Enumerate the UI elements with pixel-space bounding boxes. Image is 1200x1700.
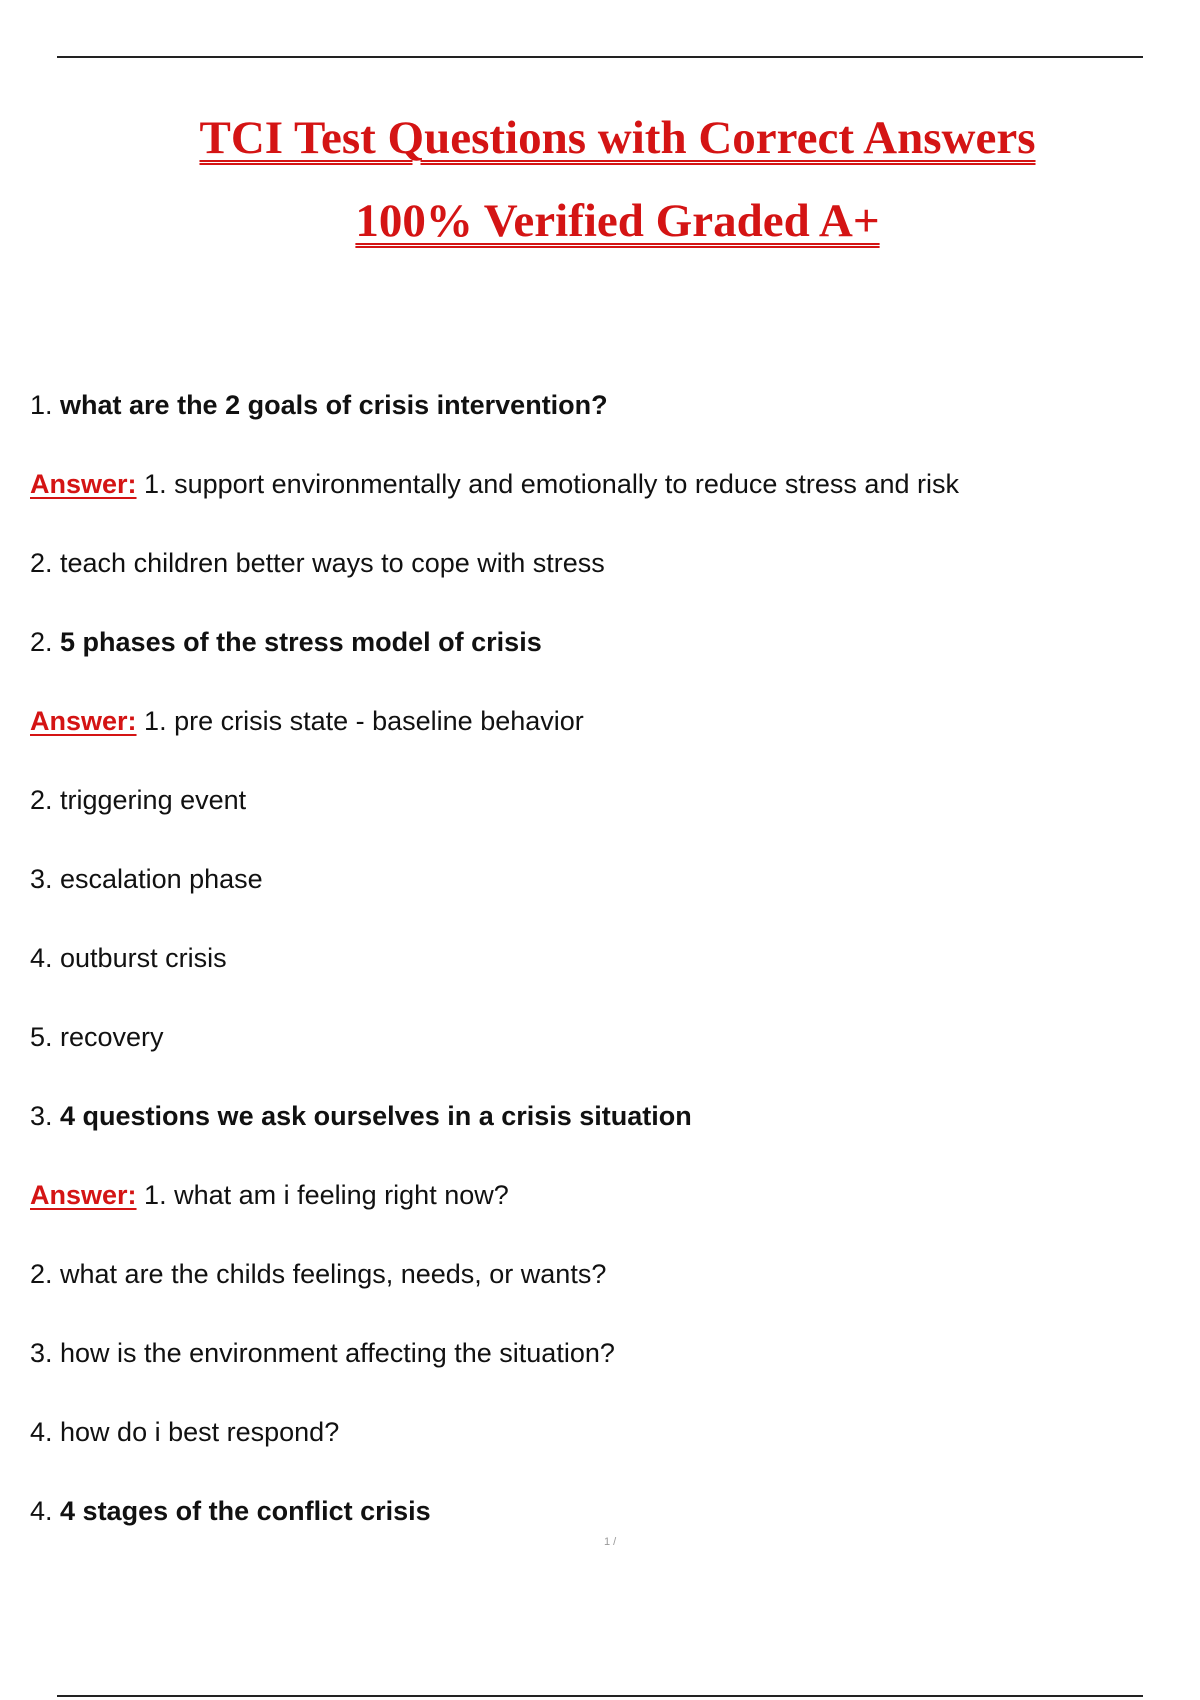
- answer-line: 5. recovery: [30, 1022, 164, 1052]
- top-rule: [57, 56, 1143, 58]
- answer-3: Answer: 1. what am i feeling right now?: [30, 1180, 509, 1210]
- answer-line: 4. outburst crisis: [30, 943, 227, 973]
- answer-line: 3. escalation phase: [30, 864, 263, 894]
- document-subtitle: 100% Verified Graded A+: [355, 195, 880, 247]
- question-4: 4. 4 stages of the conflict crisis: [30, 1496, 431, 1526]
- page-number: 1 /: [604, 1536, 617, 1548]
- question-1: 1. what are the 2 goals of crisis intervention?: [30, 390, 608, 420]
- question-3: 3. 4 questions we ask ourselves in a crisis situation: [30, 1101, 692, 1131]
- answer-line: 2. triggering event: [30, 785, 247, 815]
- bottom-rule: [57, 1695, 1143, 1697]
- answer-line: 2. what are the childs feelings, needs, or wants?: [30, 1259, 607, 1289]
- answer-1: Answer: 1. support environmentally and emotionally to reduce stress and risk: [30, 469, 959, 499]
- answer-line: 3. how is the environment affecting the situation?: [30, 1338, 615, 1368]
- question-2: 2. 5 phases of the stress model of crisis: [30, 627, 542, 657]
- answer-2: Answer: 1. pre crisis state - baseline behavior: [30, 706, 584, 736]
- document-title: TCI Test Questions with Correct Answers: [199, 112, 1036, 164]
- answer-line: 4. how do i best respond?: [30, 1417, 340, 1447]
- answer-line: 2. teach children better ways to cope with stress: [30, 548, 605, 578]
